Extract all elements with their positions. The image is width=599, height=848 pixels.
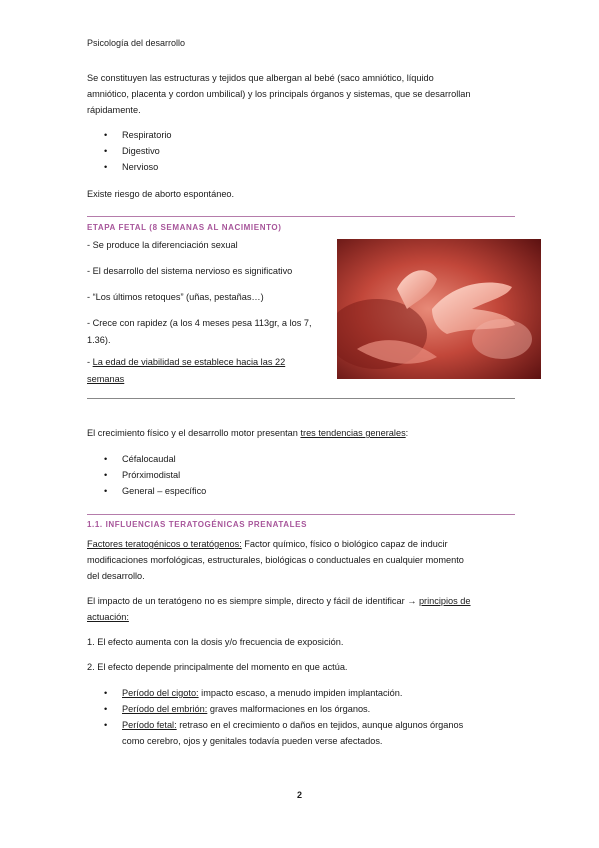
period-text: retraso en el crecimiento o daños en tejidos, aunque algunos órganos	[176, 720, 464, 730]
periods-list	[104, 685, 524, 749]
intro-line: amniótico, placenta y cordon umbilical) y los principals órganos y sistemas, que se desarrollan	[87, 89, 471, 99]
section-title-fetal: ETAPA FETAL (8 SEMANAS AL NACIMIENTO)	[87, 223, 282, 232]
trends-list	[104, 451, 206, 499]
period-text: graves malformaciones en los órganos.	[207, 704, 371, 714]
page-number: 2	[297, 790, 303, 800]
impact-text: El impacto de un teratógeno no es siempre simple, directo y fácil de identificar →	[87, 596, 419, 606]
running-header: Psicología del desarrollo	[87, 38, 186, 48]
growth-paragraph	[87, 425, 408, 441]
list-item	[104, 685, 524, 701]
principles-term: principios de	[418, 596, 471, 606]
period-term: Período del cigoto:	[122, 688, 199, 698]
fetus-photo	[337, 239, 541, 379]
list-item: - Crece con rapidez (a los 4 meses pesa 113gr, a los 7,	[87, 318, 312, 328]
period-term: Período del embrión:	[122, 704, 208, 714]
principle-2: 2. El efecto depende principalmente del momento en que actúa.	[87, 662, 348, 672]
section-title-teratogens: 1.1. INFLUENCIAS TERATOGÉNICAS PRENATALES	[87, 520, 308, 529]
list-item: - Se produce la diferenciación sexual	[87, 240, 238, 250]
intro-line: rápidamente.	[87, 105, 141, 115]
viability-text-cont: semanas	[87, 374, 125, 384]
systems-list	[104, 127, 172, 175]
list-item: • Prórximodistal	[104, 467, 206, 483]
list-item: • Digestivo	[104, 143, 172, 159]
list-item: - “Los últimos retoques” (uñas, pestañas…)	[87, 292, 264, 302]
list-item: • Nervioso	[104, 159, 172, 175]
section-divider	[87, 216, 515, 217]
viability-text: La edad de viabilidad se establece hacia las 22	[92, 357, 286, 367]
list-item: • Respiratorio	[104, 127, 172, 143]
section-divider	[87, 514, 515, 515]
period-text-cont: como cerebro, ojos y genitales todavía pueden verse afectados.	[122, 736, 383, 746]
intro-paragraph	[87, 70, 527, 118]
principle-1: 1. El efecto aumenta con la dosis y/o frecuencia de exposición.	[87, 637, 344, 647]
fetal-points	[87, 239, 332, 386]
definition-text: del desarrollo.	[87, 571, 145, 581]
section-divider	[87, 398, 515, 399]
principles-term-cont: actuación:	[87, 612, 129, 622]
growth-term: tres tendencias generales	[300, 428, 406, 438]
definition-paragraph	[87, 536, 527, 584]
viability-item	[87, 356, 332, 369]
risk-text: Existe riesgo de aborto espontáneo.	[87, 189, 235, 199]
list-item: • Céfalocaudal	[104, 451, 206, 467]
dash: -	[87, 357, 93, 367]
definition-text: modificaciones morfológicas, estructurales, biológicas o conductuales en cualquier momento	[87, 555, 464, 565]
period-term: Período fetal:	[122, 720, 177, 730]
intro-line: Se constituyen las estructuras y tejidos que albergan al bebé (saco amniótico, líquido	[87, 73, 434, 83]
impact-paragraph	[87, 593, 527, 625]
growth-text: El crecimiento físico y el desarrollo motor presentan	[87, 428, 301, 438]
list-item	[104, 701, 524, 717]
definition-text: Factor químico, físico o biológico capaz de inducir	[241, 539, 448, 549]
list-item: 1.36).	[87, 335, 111, 345]
definition-term: Factores teratogénicos o teratógenos:	[87, 539, 242, 549]
list-item: - El desarrollo del sistema nervioso es significativo	[87, 266, 293, 276]
list-item: • General – específico	[104, 483, 206, 499]
list-item	[104, 717, 524, 749]
period-text: impacto escaso, a menudo impiden implantación.	[198, 688, 403, 698]
growth-colon: :	[405, 428, 409, 438]
